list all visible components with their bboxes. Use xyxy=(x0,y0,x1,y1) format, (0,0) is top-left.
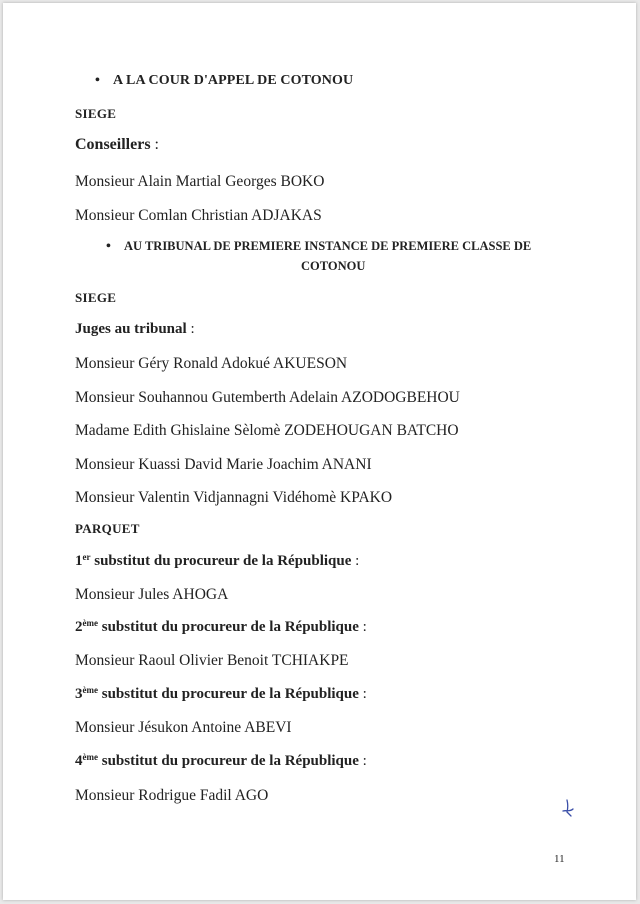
handwritten-initial-mark xyxy=(561,798,577,818)
section-title-tribunal-line2: COTONOU xyxy=(301,259,366,273)
bullet: • xyxy=(106,239,111,254)
bullet: • xyxy=(95,73,101,88)
juge-name: Monsieur Géry Ronald Adokué AKUESON xyxy=(75,355,348,372)
siege-heading: SIEGE xyxy=(75,290,117,305)
section-title-cour-appel xyxy=(95,73,353,89)
conseillers-heading xyxy=(75,136,159,154)
conseiller-name: Monsieur Alain Martial Georges BOKO xyxy=(75,173,325,190)
substitut-heading-1: 1er substitut du procureur de la République : xyxy=(75,552,360,569)
siege-heading: SIEGE xyxy=(75,106,117,121)
juge-name: Madame Edith Ghislaine Sèlomè ZODEHOUGAN BATCHO xyxy=(75,422,459,439)
substitut-name: Monsieur Jésukon Antoine ABEVI xyxy=(75,719,292,736)
substitut-name: Monsieur Raoul Olivier Benoit TCHIAKPE xyxy=(75,652,349,669)
juges-heading xyxy=(75,321,195,338)
substitut-heading-3: 3ème substitut du procureur de la République : xyxy=(75,685,367,702)
page-number: 11 xyxy=(554,853,565,865)
conseiller-name: Monsieur Comlan Christian ADJAKAS xyxy=(75,207,322,224)
substitut-heading-4: 4ème substitut du procureur de la République : xyxy=(75,752,367,769)
parquet-heading: PARQUET xyxy=(75,521,140,536)
section-title-tribunal xyxy=(106,239,531,255)
document-page xyxy=(3,3,636,900)
heading-label: Conseillers xyxy=(75,136,151,153)
substitut-heading-2: 2ème substitut du procureur de la République : xyxy=(75,618,367,635)
heading-colon: : xyxy=(186,321,195,337)
juge-name: Monsieur Valentin Vidjannagni Vidéhomè KPAKO xyxy=(75,489,393,506)
section-title-text: AU TRIBUNAL DE PREMIERE INSTANCE DE PREMIERE CLASSE DE xyxy=(124,239,532,253)
substitut-name: Monsieur Jules AHOGA xyxy=(75,586,229,603)
substitut-name: Monsieur Rodrigue Fadil AGO xyxy=(75,787,269,804)
heading-label: Juges au tribunal xyxy=(75,321,187,337)
heading-colon: : xyxy=(150,136,159,153)
juge-name: Monsieur Kuassi David Marie Joachim ANANI xyxy=(75,456,372,473)
section-title-text: A LA COUR D'APPEL DE COTONOU xyxy=(113,73,354,88)
juge-name: Monsieur Souhannou Gutemberth Adelain AZODOGBEHOU xyxy=(75,389,460,406)
